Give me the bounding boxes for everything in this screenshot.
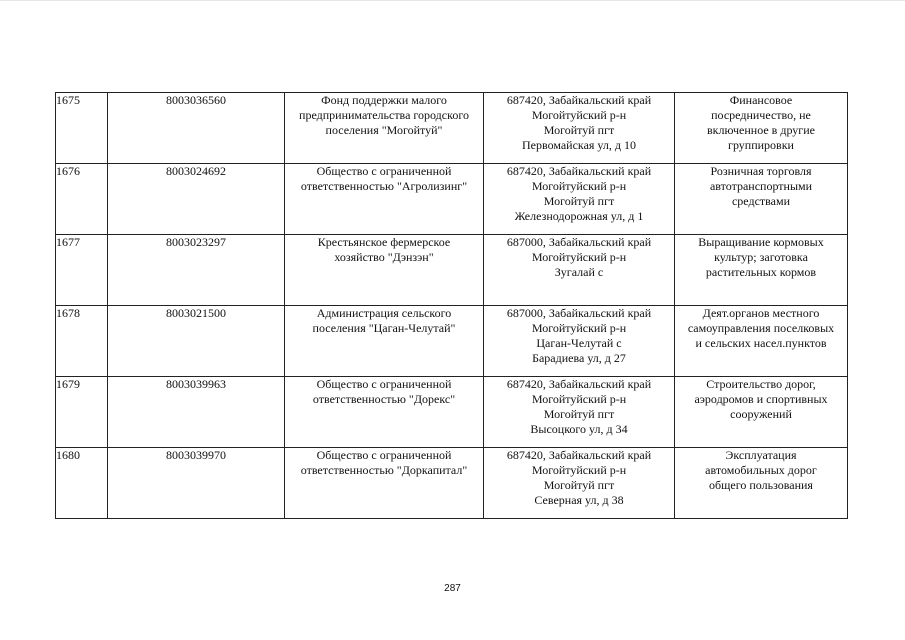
row-number: 1676 (56, 164, 108, 235)
table-row (56, 164, 848, 235)
name-line: Общество с ограниченной (316, 448, 452, 462)
activity-cell (675, 377, 848, 448)
address-cell (484, 164, 675, 235)
name-line: хозяйство "Дэнзэн" (334, 250, 434, 264)
inn-cell: 8003021500 (108, 306, 285, 377)
activity-line: Выращивание кормовых (698, 235, 824, 249)
activity-line: и сельских насел.пунктов (695, 336, 827, 350)
address-line: Могойтуй пгт (543, 478, 615, 492)
name-line: Крестьянское фермерское (317, 235, 451, 249)
table-row (56, 93, 848, 164)
activity-line: посредничество, не (711, 108, 811, 122)
activity-line: автотранспортными (709, 179, 813, 193)
address-line: Железнодорожная ул, д 1 (514, 209, 644, 223)
address-cell (484, 93, 675, 164)
table-row (56, 306, 848, 377)
name-line: Общество с ограниченной (316, 377, 452, 391)
inn-cell: 8003039970 (108, 448, 285, 519)
organization-name-cell (285, 448, 484, 519)
address-line: Зугалай с (554, 265, 604, 279)
organization-name-cell (285, 235, 484, 306)
address-cell (484, 306, 675, 377)
name-line: поселения "Цаган-Челутай" (312, 321, 456, 335)
activity-line: Эксплуатация (725, 448, 797, 462)
inn-cell: 8003036560 (108, 93, 285, 164)
page-number: 287 (444, 583, 461, 594)
address-line: Могойтуйский р-н (531, 108, 627, 122)
activity-line: сооружений (730, 407, 792, 421)
activity-cell (675, 306, 848, 377)
activity-line: аэродромов и спортивных (694, 392, 828, 406)
organization-name-cell (285, 377, 484, 448)
activity-line: средствами (731, 194, 791, 208)
address-line: Могойтуйский р-н (531, 250, 627, 264)
address-line: Могойтуйский р-н (531, 392, 627, 406)
organization-name-cell (285, 93, 484, 164)
address-line: 687420, Забайкальский край (506, 448, 652, 462)
name-line: предпринимательства городского (299, 108, 469, 122)
activity-line: Строительство дорог, (706, 377, 816, 391)
address-cell (484, 377, 675, 448)
activity-line: общего пользования (709, 478, 813, 492)
address-line: 687420, Забайкальский край (506, 93, 652, 107)
activity-cell (675, 164, 848, 235)
table-row (56, 448, 848, 519)
name-line: Фонд поддержки малого (321, 93, 447, 107)
address-line: Могойтуй пгт (543, 123, 615, 137)
activity-cell (675, 93, 848, 164)
registry-table (55, 92, 848, 519)
organization-name-cell (285, 164, 484, 235)
name-line: ответственностью "Доркапитал" (300, 463, 468, 477)
address-line: 687420, Забайкальский край (506, 377, 652, 391)
activity-line: группировки (728, 138, 794, 152)
row-number: 1678 (56, 306, 108, 377)
address-line: 687000, Забайкальский край (506, 235, 652, 249)
activity-cell (675, 448, 848, 519)
table-row (56, 235, 848, 306)
page-top-edge (0, 0, 905, 1)
name-line: ответственностью "Дорекс" (312, 392, 456, 406)
address-line: Барадиева ул, д 27 (532, 351, 626, 365)
activity-line: Финансовое (729, 93, 793, 107)
address-line: 687420, Забайкальский край (506, 164, 652, 178)
address-line: Могойтуй пгт (543, 194, 615, 208)
address-line: Цаган-Челутай с (536, 336, 622, 350)
name-line: Общество с ограниченной (316, 164, 452, 178)
address-line: Могойтуй пгт (543, 407, 615, 421)
inn-cell: 8003024692 (108, 164, 285, 235)
activity-line: Розничная торговля (710, 164, 812, 178)
address-cell (484, 235, 675, 306)
activity-line: Деят.органов местного (702, 306, 820, 320)
name-line: ответственностью "Агролизинг" (300, 179, 468, 193)
address-line: Первомайская ул, д 10 (522, 138, 636, 152)
name-line: поселения "Могойтуй" (325, 123, 443, 137)
address-line: Северная ул, д 38 (534, 493, 624, 507)
activity-line: автомобильных дорог (705, 463, 817, 477)
address-line: 687000, Забайкальский край (506, 306, 652, 320)
row-number: 1679 (56, 377, 108, 448)
activity-line: самоуправления поселковых (687, 321, 835, 335)
row-number: 1680 (56, 448, 108, 519)
inn-cell: 8003039963 (108, 377, 285, 448)
activity-cell (675, 235, 848, 306)
organization-name-cell (285, 306, 484, 377)
row-number: 1677 (56, 235, 108, 306)
table-row (56, 377, 848, 448)
activity-line: культур; заготовка (714, 250, 808, 264)
address-line: Высоцкого ул, д 34 (530, 422, 628, 436)
address-line: Могойтуйский р-н (531, 321, 627, 335)
inn-cell: 8003023297 (108, 235, 285, 306)
address-line: Могойтуйский р-н (531, 179, 627, 193)
activity-line: включенное в другие (707, 123, 815, 137)
address-cell (484, 448, 675, 519)
row-number: 1675 (56, 93, 108, 164)
activity-line: растительных кормов (705, 265, 817, 279)
name-line: Администрация сельского (316, 306, 452, 320)
address-line: Могойтуйский р-н (531, 463, 627, 477)
